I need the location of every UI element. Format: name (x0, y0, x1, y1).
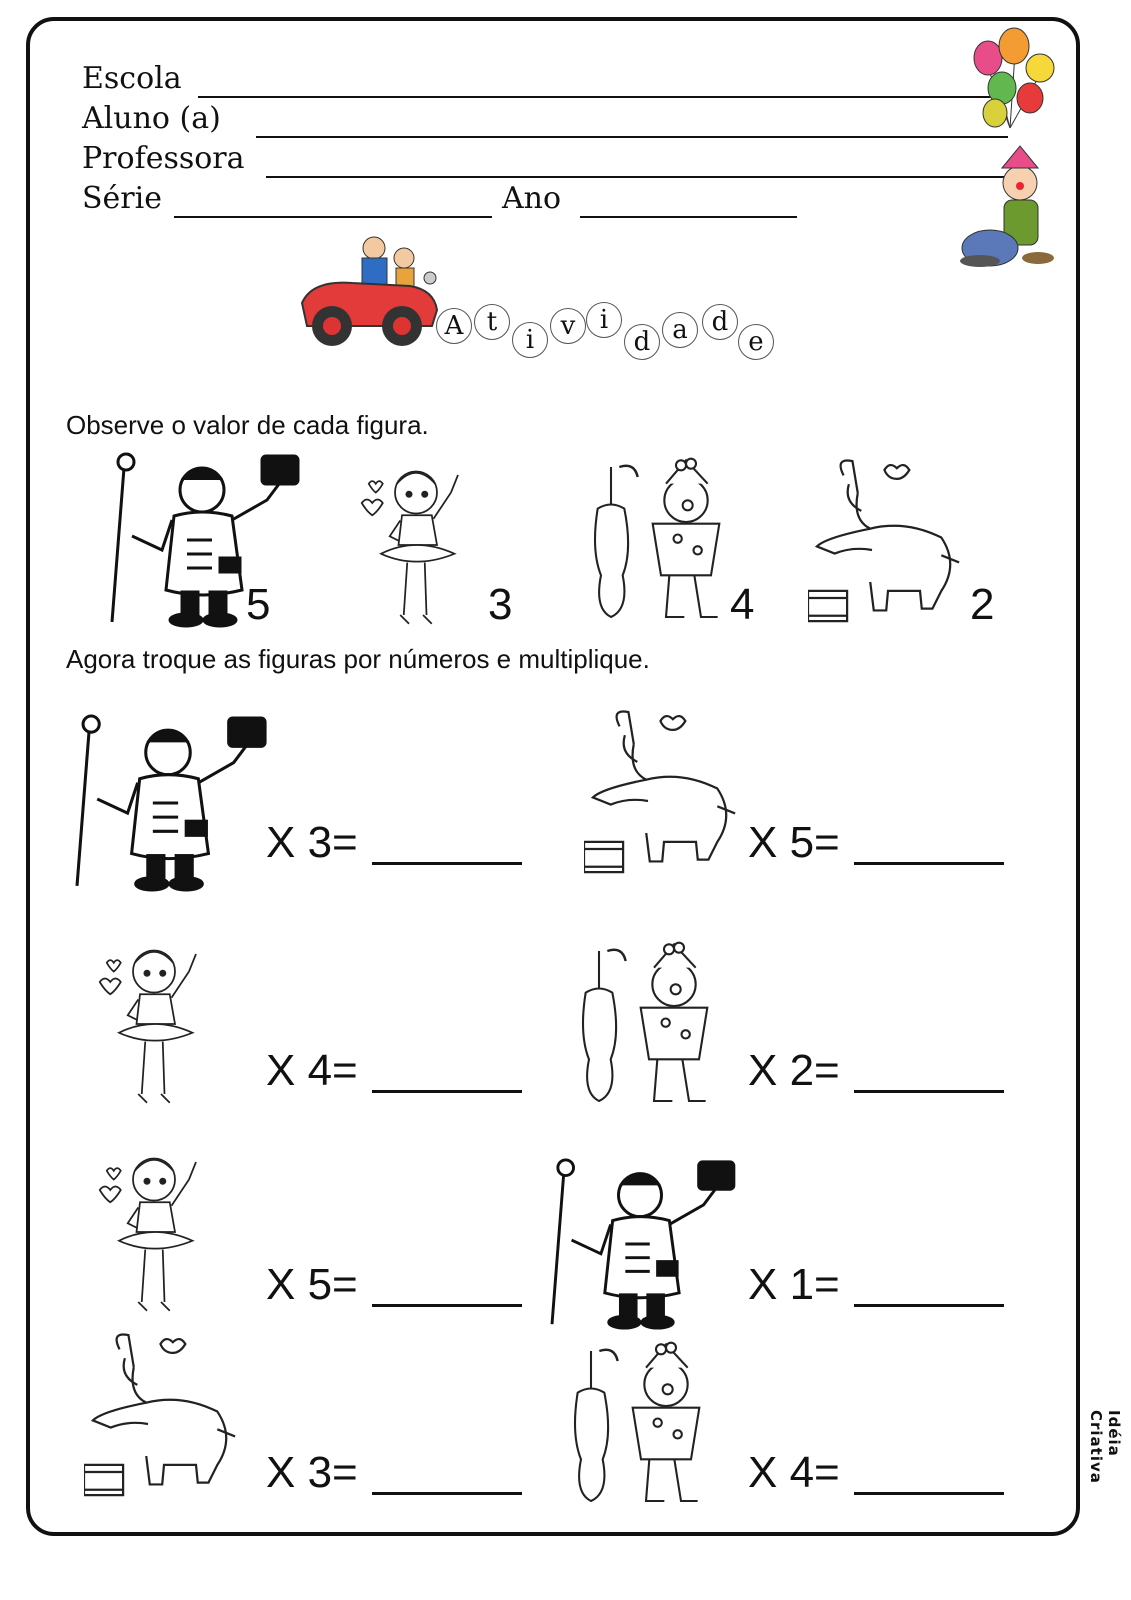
exercise-3-answer[interactable] (372, 1090, 522, 1093)
exercise-6-equation: X 1= (748, 1260, 840, 1309)
title-letter: d (624, 324, 660, 360)
title-letter: A (436, 308, 472, 344)
exercise-5-ballerina (84, 1136, 224, 1328)
grade-field[interactable] (174, 216, 492, 218)
exercise-4-answer[interactable] (854, 1090, 1004, 1093)
exercise-3-ballerina (84, 928, 224, 1120)
exercise-2-elephant (584, 702, 744, 884)
activity-title (436, 300, 781, 370)
exercise-4-equation: X 2= (748, 1046, 840, 1095)
title-letter: e (738, 324, 774, 360)
exercise-4-clown-cellist (574, 936, 724, 1116)
exercise-3-equation: X 4= (266, 1046, 358, 1095)
grade-label: Série (82, 181, 162, 216)
exercise-7-elephant (84, 1326, 244, 1506)
clown-cellist-figure (586, 452, 736, 632)
teacher-field[interactable] (266, 176, 1010, 178)
school-label: Escola (82, 61, 182, 96)
exercise-5-equation: X 5= (266, 1260, 358, 1309)
year-field[interactable] (580, 216, 797, 218)
exercise-1-ringmaster (58, 712, 278, 894)
student-field[interactable] (256, 136, 1008, 138)
exercise-1-equation: X 3= (266, 818, 358, 867)
car-illustration (292, 228, 442, 353)
elephant-figure (808, 452, 968, 632)
title-letter: a (662, 312, 698, 348)
ringmaster-value: 5 (246, 580, 271, 629)
clown-balloons-illustration (940, 18, 1060, 268)
student-label: Aluno (a) (82, 101, 221, 136)
exercise-8-answer[interactable] (854, 1492, 1004, 1495)
elephant-value: 2 (970, 580, 995, 629)
year-label: Ano (502, 181, 562, 216)
exercise-8-clown-cellist (566, 1336, 716, 1516)
exercise-1-answer[interactable] (372, 862, 522, 865)
exercise-2-answer[interactable] (854, 862, 1004, 865)
instruction-observe: Observe o valor de cada figura. (66, 410, 429, 440)
title-letter: d (702, 304, 738, 340)
title-letter: i (586, 302, 622, 338)
school-field[interactable] (198, 96, 993, 98)
title-letter: t (474, 304, 510, 340)
exercise-8-equation: X 4= (748, 1448, 840, 1497)
exercise-7-answer[interactable] (372, 1492, 522, 1495)
teacher-label: Professora (82, 141, 245, 176)
ringmaster-figure (92, 450, 312, 630)
watermark-logo: Idéia Criativa (1087, 1410, 1123, 1484)
instruction-swap: Agora troque as figuras por números e multiplique. (66, 644, 650, 674)
exercise-5-answer[interactable] (372, 1304, 522, 1307)
exercise-2-equation: X 5= (748, 818, 840, 867)
title-letter: i (512, 322, 548, 358)
ballerina-value: 3 (488, 580, 513, 629)
exercise-7-equation: X 3= (266, 1448, 358, 1497)
title-letter: v (550, 308, 586, 344)
exercise-6-answer[interactable] (854, 1304, 1004, 1307)
exercise-6-ringmaster (530, 1156, 750, 1332)
ballerina-figure (346, 450, 486, 640)
clown-cellist-value: 4 (730, 580, 755, 629)
